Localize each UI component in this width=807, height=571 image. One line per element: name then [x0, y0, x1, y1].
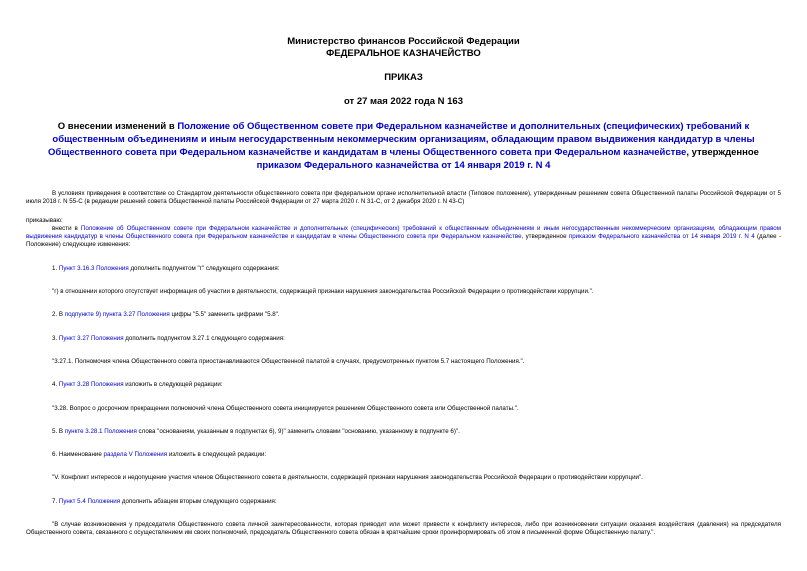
item-6-quote: "V. Конфликт интересов и недопущение участия членов Общественного совета в деятельности, содержащей признаки нарушения законодательства Российской Федерации о противодействии коррупции". — [52, 474, 643, 482]
main-link-order[interactable]: приказом Федерального казначейства от 14 января 2019 г. N 4 — [568, 233, 755, 241]
item-4: 4. Пункт 3.28 Положения изложить в следующей редакции: — [52, 381, 223, 389]
main-tail: (далее - Положение) следующие изменения: — [26, 233, 782, 249]
item-1-link[interactable]: Пункт 3.16.3 Положения — [58, 264, 129, 272]
agency-name: ФЕДЕРАЛЬНОЕ КАЗНАЧЕЙСТВО — [326, 48, 481, 59]
doc-date-number: от 27 мая 2022 года N 163 — [343, 96, 464, 107]
item-3-link[interactable]: Пункт 3.27 Положения — [58, 334, 124, 342]
item-6-link[interactable]: раздела V Положения — [103, 451, 168, 459]
item-4-quote: "3.28. Вопрос о досрочном прекращении полномочий члена Общественного совета инициируется решением Общественного совета или Общественной палаты.". — [52, 404, 519, 412]
title-link-order[interactable]: приказом Федерального казначейства от 14 января 2019 г. N 4 — [256, 160, 551, 171]
ministry-name: Министерство финансов Российской Федерации — [287, 36, 520, 47]
item-5: 5. В пункте 3.28.1 Положения слова "основаниям, указанным в подпунктах 6), 9)" заменить словами "основанию, указанному в подпункте 6)". — [52, 427, 460, 435]
item-6: 6. Наименование раздела V Положения изложить в следующей редакции: — [52, 451, 267, 459]
item-3-quote: "3.27.1. Полномочия члена Общественного совета приостанавливаются Общественной палатой в случаях, предусмотренных пунктом 5.7 настоящего Положения.". — [52, 357, 525, 365]
item-1: 1. Пункт 3.16.3 Положения дополнить подпунктом "г" следующего содержания: — [52, 264, 280, 272]
main-prefix: внести в — [52, 224, 81, 232]
item-2: 2. В подпункте 9) пункта 3.27 Положения цифры "5.5" заменить цифрами "5.8". — [52, 311, 280, 319]
doc-type: ПРИКАЗ — [384, 72, 423, 83]
order-word: приказываю: — [26, 216, 63, 224]
title-prefix: О внесении изменений в — [57, 121, 178, 132]
item-3: 3. Пункт 3.27 Положения дополнить подпунктом 3.27.1 следующего содержания: — [52, 334, 285, 342]
main-mid: , утвержденное — [521, 233, 569, 241]
doc-body — [26, 190, 781, 538]
item-5-link[interactable]: пункте 3.28.1 Положения — [64, 427, 137, 435]
title-middle: , утвержденное — [686, 147, 759, 158]
intro-paragraph: В условиях приведения в соответствие со Стандартом деятельности общественного совета при федеральном органе исполнительной власти (Типовое положение), утвержденным решением совета Общественной палаты Российской Федерации от 5 июля 2018 г. N 55-С (в редакции решений совета Общественной палаты Российской Федерации от 27 марта 2020 г. N 31-С, от 2 декабря 2020 г. N 43-С) — [26, 190, 781, 206]
item-7-link[interactable]: Пункт 5.4 Положения — [58, 497, 121, 505]
item-4-link[interactable]: Пункт 3.28 Положения — [58, 381, 124, 389]
item-7: 7. Пункт 5.4 Положения дополнить абзацем вторым следующего содержания: — [52, 497, 277, 505]
main-link-regulation[interactable]: Положение об Общественном совете при Федеральном казначействе и дополнительных (специфических) требований к общественным объединениям и иным негосударственным некоммерческим организациям, обладающим правом выдвижения кандидатур в члены Общественного совета при Федеральном казначействе и кандидатам в члены Общественного совета при Федеральном казначействе — [26, 224, 781, 241]
main-paragraph — [26, 225, 781, 250]
doc-title — [36, 120, 771, 172]
item-2-link[interactable]: подпункте 9) пункта 3.27 Положения — [64, 311, 170, 319]
item-1-quote: "г) в отношении которого отсутствует информация об участии в деятельности, содержащей признаки нарушения законодательства Российской Федерации о противодействии коррупции.". — [52, 288, 594, 296]
item-7-quote: "В случае возникновения у председателя Общественного совета личной заинтересованности, которая приводит или может привести к конфликту интересов, либо при возникновении ситуации оказания воздействия (давления) на председателя Общественного совета, связанного с осуществлением им своих полномочий, председатель Общественного совета обязан в кратчайшие сроки проинформировать об этом в письменной форме Общественную палату.". — [26, 521, 781, 537]
title-link-regulation[interactable]: Положение об Общественном совете при Федеральном казначействе и дополнительных (специфических) требований к общественным объединениям и иным негосударственным некоммерческим организациям, обладающим правом выдвижения кандидатур в члены Общественного совета при Федеральном казначействе и кандидатам в члены Общественного совета при Федеральном казначействе — [48, 121, 755, 158]
